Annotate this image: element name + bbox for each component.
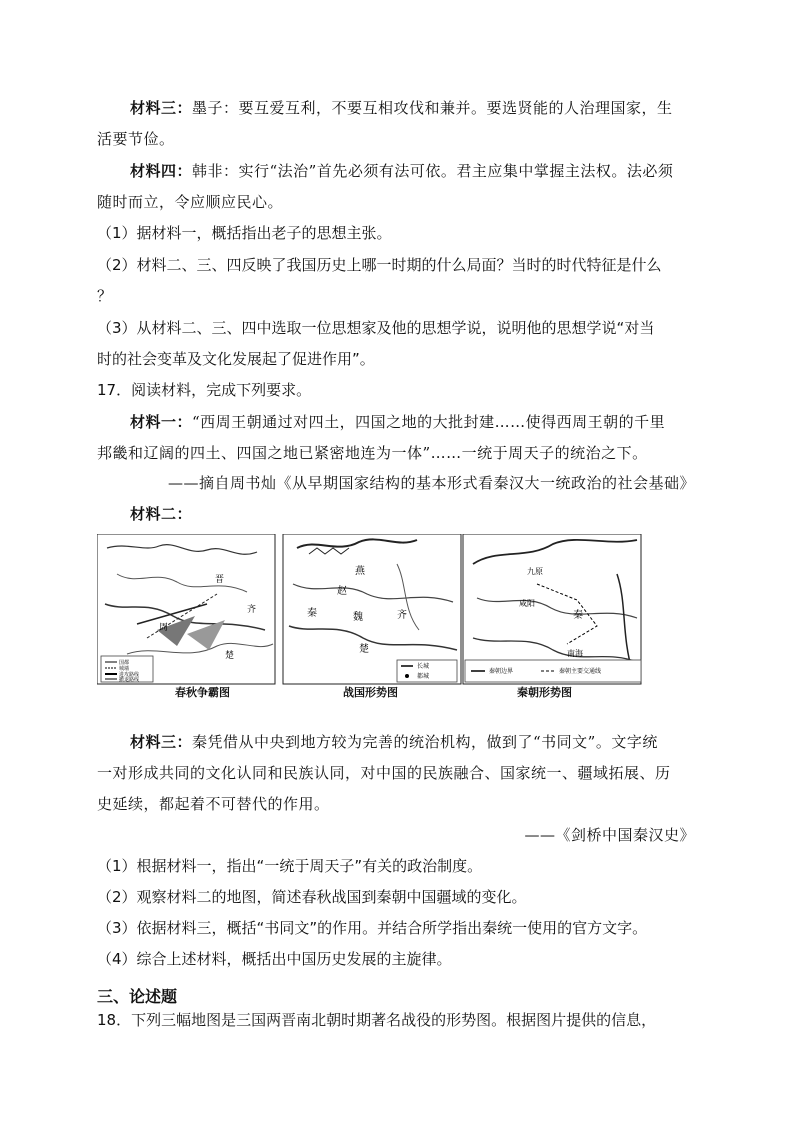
- q17-material-3-cont1: 一对形成共同的文化认同和民族认同，对中国的民族融合、国家统一、疆域拓展、历: [97, 764, 671, 782]
- q17-stem: 17．阅读材料，完成下列要求。: [97, 381, 312, 399]
- q16-sub-2: （2）材料二、三、四反映了我国历史上哪一时期的什么局面？当时的时代特征是什么: [97, 256, 662, 274]
- map1-legend-1: 城墙: [119, 666, 130, 672]
- historical-maps: [97, 534, 643, 700]
- map2-caption: 战国形势图: [343, 686, 398, 699]
- map1-label-zhou: 周: [159, 623, 169, 633]
- q17-material-1-text: “西周王朝通过对四土，四国之地的大批封建……使得西周王朝的千里: [192, 413, 666, 431]
- q17-material-2-label: 材料二：: [130, 505, 193, 523]
- q17-material-3-text: 秦凭借从中央到地方较为完善的统治机构，做到了“书同文”。文字统: [192, 733, 658, 751]
- q17-sub-4: （4）综合上述材料，概括出中国历史发展的主旋律。: [97, 950, 452, 968]
- map1-legend-0: 国都: [119, 660, 130, 666]
- map3-label-jiuyuan: 九原: [527, 567, 543, 576]
- map2-legend-1: 都城: [417, 673, 430, 680]
- material-4-text: 韩非：实行“法治”首先必须有法可依。君主应集中掌握主法权。法必须: [192, 162, 674, 180]
- material-3-label: 材料三：: [130, 99, 193, 117]
- map3-label-xianyang: 咸阳: [519, 599, 535, 608]
- q16-sub-3-cont: 时的社会变革及文化发展起了促进作用”。: [97, 350, 375, 368]
- map3-legend-0: 秦朝边界: [489, 668, 514, 675]
- material-4-cont: 随时而立，令应顺应民心。: [97, 193, 284, 211]
- map2-label-chu: 楚: [359, 644, 369, 655]
- map1-label-jin: 晋: [215, 575, 225, 585]
- q16-sub-3: （3）从材料二、三、四中选取一位思想家及他的思想学说，说明他的思想学说“对当: [97, 319, 655, 337]
- q17-material-1-source: ——摘自周书灿《从早期国家结构的基本形式看秦汉大一统政治的社会基础》: [167, 474, 695, 492]
- q16-sub-1: （1）据材料一，概括指出老子的思想主张。: [97, 224, 392, 242]
- map1-label-chu: 楚: [225, 651, 235, 661]
- q16-sub-2-cont: ？: [97, 287, 113, 305]
- q17-material-1: [130, 412, 665, 432]
- map1-caption: 春秋争霸图: [175, 686, 230, 699]
- material-4: [130, 161, 673, 181]
- q17-material-3-label: 材料三：: [130, 733, 193, 751]
- material-4-label: 材料四：: [130, 162, 193, 180]
- material-3-cont: 活要节俭。: [97, 130, 175, 148]
- material-3-text: 墨子：要互爱互利，不要互相攻伐和兼并。要选贤能的人治理国家，生: [192, 99, 673, 117]
- q17-material-3: [130, 732, 658, 752]
- map2-legend-0: 长城: [417, 663, 430, 670]
- map2-label-wei: 魏: [353, 612, 363, 623]
- map3-caption: 秦朝形势图: [517, 686, 572, 699]
- q17-material-1-cont: 邦畿和辽阔的四土、四国之地已紧密地连为一体”……一统于周天子的统治之下。: [97, 444, 648, 462]
- section-3-heading: 三、论述题: [97, 987, 178, 1006]
- q17-material-1-label: 材料一：: [130, 413, 193, 431]
- map3-label-qin: 秦: [573, 610, 583, 621]
- q17-sub-2: （2）观察材料二的地图，简述春秋战国到秦朝中国疆域的变化。: [97, 888, 527, 906]
- map-qin-dynasty: [463, 534, 641, 684]
- map2-label-qi: 齐: [397, 610, 407, 621]
- q17-sub-1: （1）根据材料一，指出“一统于周天子”有关的政治制度。: [97, 857, 483, 875]
- map1-legend-3: 撤退路线: [119, 677, 140, 683]
- map2-label-yan: 燕: [355, 566, 365, 577]
- q17-sub-3: （3）依据材料三，概括“书同文”的作用。并结合所学指出秦统一使用的官方文字。: [97, 919, 648, 937]
- map1-legend-2: 进攻路线: [119, 672, 140, 678]
- map1-label-qi: 齐: [247, 605, 257, 615]
- map2-label-qin: 秦: [307, 608, 317, 619]
- maps-svg: [97, 534, 643, 700]
- q17-material-3-source: ——《剑桥中国秦汉史》: [524, 826, 695, 844]
- q18-stem: 18．下列三幅地图是三国两晋南北朝时期著名战役的形势图。根据图片提供的信息，: [97, 1011, 657, 1029]
- map3-legend-1: 秦朝主要交通线: [559, 668, 602, 675]
- q17-material-3-cont2: 史延续，都起着不可替代的作用。: [97, 795, 330, 813]
- map2-label-zhao: 赵: [337, 586, 347, 597]
- map3-label-nanhai: 南海: [567, 649, 583, 658]
- material-3: [130, 98, 673, 118]
